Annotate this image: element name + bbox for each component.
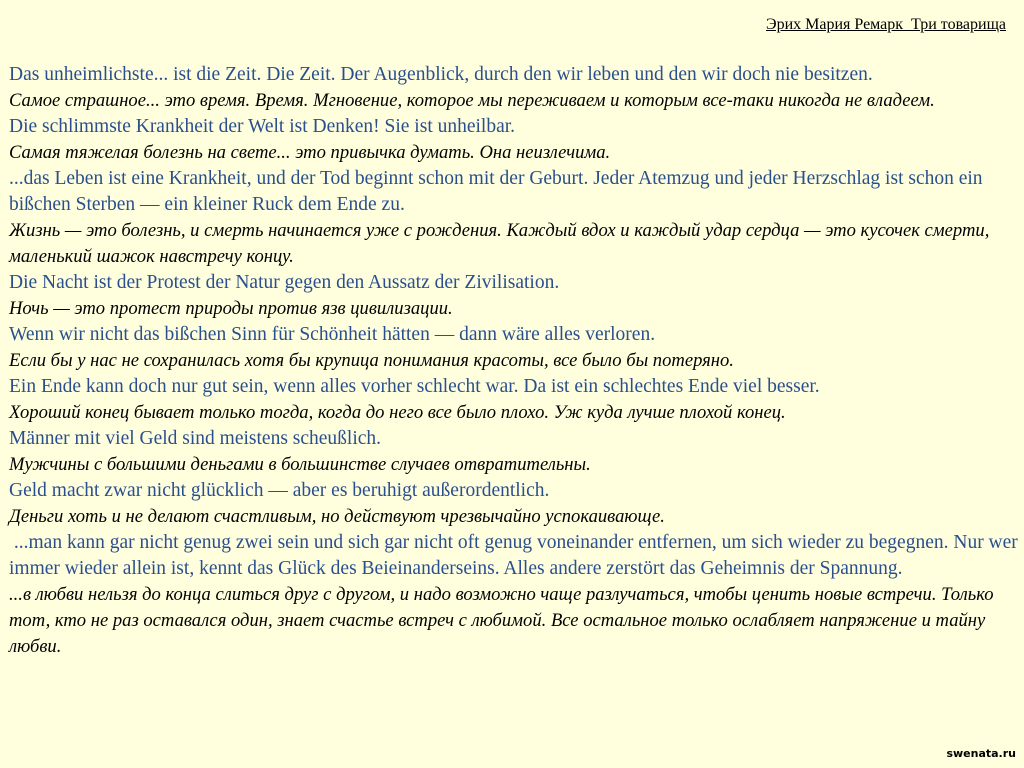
quote-russian: Ночь — это протест природы против язв цивилизации. (9, 298, 453, 319)
quote-german: Ein Ende kann doch nur gut sein, wenn alles vorher schlecht war. Da ist ein schlechtes Ende viel besser. (9, 376, 820, 397)
quote-russian: Самое страшное... это время. Время. Мгновение, которое мы переживаем и которым все-таки никогда не владеем. (9, 90, 935, 111)
quote-russian: ...в любви нельзя до конца слиться друг с другом, и надо возможно чаще разлучаться, чтобы ценить новые встречи. Только тот, кто не раз оставался один, знает счастье встреч с любимой. Все остальное только ослабляет напряжение и тайну любви. (9, 584, 994, 657)
quotes-list (9, 62, 1023, 660)
quote-german: ...man kann gar nicht genug zwei sein und sich gar nicht oft genug voneinander entfernen, um sich wieder zu begegnen. Nur wer immer wieder allein ist, kennt das Glück des Beieinanderseins. Alles andere zerstört das Geheimnis der Spannung. (9, 532, 1023, 579)
quote-german: Die schlimmste Krankheit der Welt ist Denken! Sie ist unheilbar. (9, 116, 516, 137)
quote-german: Das unheimlichste... ist die Zeit. Die Zeit. Der Augenblick, durch den wir leben und den wir doch nie besitzen. (9, 64, 873, 85)
quote-german: Die Nacht ist der Protest der Natur gegen den Aussatz der Zivilisation. (9, 272, 560, 293)
slide-title: Эрих Мария Ремарк Три товарища (766, 16, 1006, 33)
quote-russian: Самая тяжелая болезнь на свете... это привычка думать. Она неизлечима. (9, 142, 611, 163)
quote-german: Wenn wir nicht das bißchen Sinn für Schönheit hätten — dann wäre alles verloren. (9, 324, 656, 345)
quote-russian: Хороший конец бывает только тогда, когда до него все было плохо. Уж куда лучше плохой конец. (9, 402, 786, 423)
quote-german: ...das Leben ist eine Krankheit, und der Tod beginnt schon mit der Geburt. Jeder Atemzug und jeder Herzschlag ist schon ein bißchen Sterben — ein kleiner Ruck dem Ende zu. (9, 168, 983, 215)
quote-german: Geld macht zwar nicht glücklich — aber es beruhigt außerordentlich. (9, 480, 550, 501)
quote-russian: Если бы у нас не сохранилась хотя бы крупица понимания красоты, все было бы потеряно. (9, 350, 734, 371)
quote-russian: Жизнь — это болезнь, и смерть начинается уже с рождения. Каждый вдох и каждый удар сердца — это кусочек смерти, маленький шажок навстречу концу. (9, 220, 990, 267)
quote-russian: Мужчины с большими деньгами в большинстве случаев отвратительны. (9, 454, 591, 475)
quote-german: Männer mit viel Geld sind meistens scheußlich. (9, 428, 382, 449)
quote-russian: Деньги хоть и не делают счастливым, но действуют чрезвычайно успокаивающе. (9, 506, 665, 527)
site-watermark: swenata.ru (946, 747, 1016, 760)
